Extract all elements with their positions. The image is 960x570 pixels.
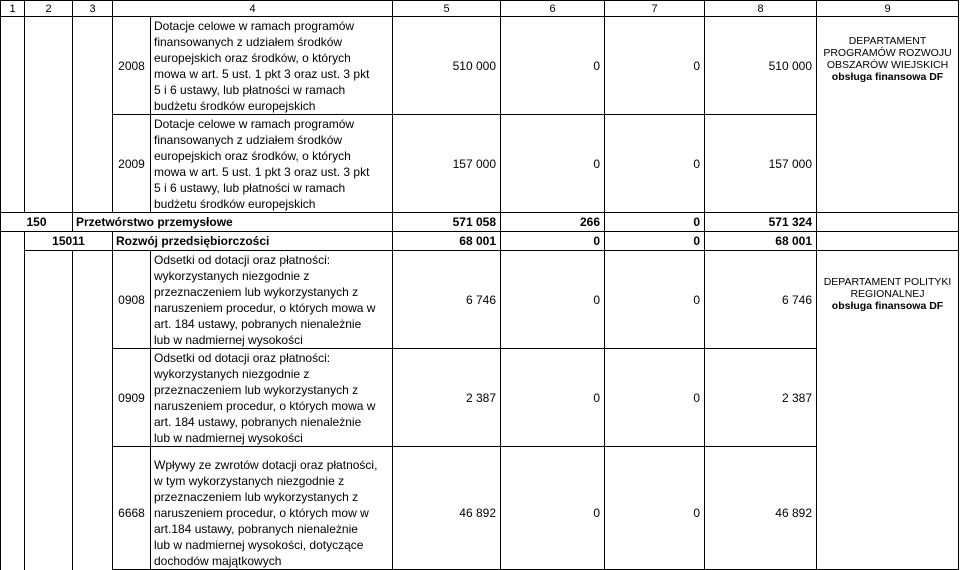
row-description: Odsetki od dotacji oraz płatności: wykorzystanych niezgodnie z przeznaczeniem lub wykorzystanych z naruszeniem procedur, o których mowa w art. 184 ustawy, pobranych nienależnie lub w nadmiernej wysokości: [151, 251, 393, 349]
table-row: [1, 17, 959, 115]
value-col6: 0: [501, 17, 605, 115]
header-cell: 2: [25, 1, 73, 17]
value-col6: 0: [501, 251, 605, 349]
value-col6: 266: [501, 213, 605, 232]
paragraph-code: 6668: [113, 447, 151, 570]
header-cell: 4: [113, 1, 393, 17]
department-cell: DEPARTAMENT POLITYKI REGIONALNEJ obsługa finansowa DF: [817, 251, 959, 570]
header-cell: 7: [605, 1, 705, 17]
value-col8: 157 000: [705, 115, 817, 213]
section-code: 15011: [25, 232, 113, 251]
value-col6: 0: [501, 349, 605, 447]
value-col7: 0: [605, 17, 705, 115]
row-description: Odsetki od dotacji oraz płatności: wykorzystanych niezgodnie z przeznaczeniem lub wykorzystanych z naruszeniem procedur, o których mowa w art. 184 ustawy, pobranych nienależnie lub w nadmiernej wysokości: [151, 349, 393, 447]
header-cell: 9: [817, 1, 959, 17]
section-row-150: [1, 213, 959, 232]
row-description: Dotacje celowe w ramach programów finansowanych z udziałem środków europejskich oraz środków, o których mowa w art. 5 ust. 1 pkt 3 oraz ust. 3 pkt 5 i 6 ustawy, lub płatności w ramach budżetu środków europejskich: [151, 17, 393, 115]
header-cell: 8: [705, 1, 817, 17]
value-col7: 0: [605, 251, 705, 349]
value-col7: 0: [605, 232, 705, 251]
department-cell: DEPARTAMENT PROGRAMÓW ROZWOJU OBSZARÓW WIEJSKICH obsługa finansowa DF: [817, 17, 959, 213]
value-col6: 0: [501, 447, 605, 570]
paragraph-code: 0908: [113, 251, 151, 349]
section-label: Przetwórstwo przemysłowe: [73, 213, 393, 232]
value-col7: 0: [605, 115, 705, 213]
value-col7: 0: [605, 213, 705, 232]
header-cell: 3: [73, 1, 113, 17]
section-label: Rozwój przedsiębiorczości: [113, 232, 393, 251]
value-col7: 0: [605, 349, 705, 447]
value-col8: 6 746: [705, 251, 817, 349]
header-cell: 6: [501, 1, 605, 17]
paragraph-code: 2008: [113, 17, 151, 115]
value-col5: 2 387: [393, 349, 501, 447]
paragraph-code: 0909: [113, 349, 151, 447]
header-cell: 5: [393, 1, 501, 17]
value-col7: 0: [605, 447, 705, 570]
table-row: [1, 251, 959, 349]
value-col5: 46 892: [393, 447, 501, 570]
table-row: [1, 349, 959, 447]
value-col6: 0: [501, 232, 605, 251]
row-description: Wpływy ze zwrotów dotacji oraz płatności, w tym wykorzystanych niezgodnie z przeznaczeniem lub wykorzystanych z naruszeniem procedur, o których mow w art.184 ustawy, pobranych nienależnie lub w nadmiernej wysokości, dotyczące dochodów majątkowych: [151, 447, 393, 570]
value-col5: 6 746: [393, 251, 501, 349]
table-row: [1, 115, 959, 213]
value-col5: 571 058: [393, 213, 501, 232]
value-col8: 510 000: [705, 17, 817, 115]
value-col8: 46 892: [705, 447, 817, 570]
section-row-15011: [1, 232, 959, 251]
value-col8: 571 324: [705, 213, 817, 232]
value-col5: 510 000: [393, 17, 501, 115]
paragraph-code: 2009: [113, 115, 151, 213]
table-row: [1, 447, 959, 570]
row-description: Dotacje celowe w ramach programów finansowanych z udziałem środków europejskich oraz środków, o których mowa w art. 5 ust. 1 pkt 3 oraz ust. 3 pkt 5 i 6 ustawy, lub płatności w ramach budżetu środków europejskich: [151, 115, 393, 213]
value-col5: 157 000: [393, 115, 501, 213]
value-col6: 0: [501, 115, 605, 213]
value-col5: 68 001: [393, 232, 501, 251]
value-col8: 2 387: [705, 349, 817, 447]
header-cell: 1: [1, 1, 25, 17]
header-row: [1, 1, 959, 17]
value-col8: 68 001: [705, 232, 817, 251]
section-code: 150: [1, 213, 73, 232]
